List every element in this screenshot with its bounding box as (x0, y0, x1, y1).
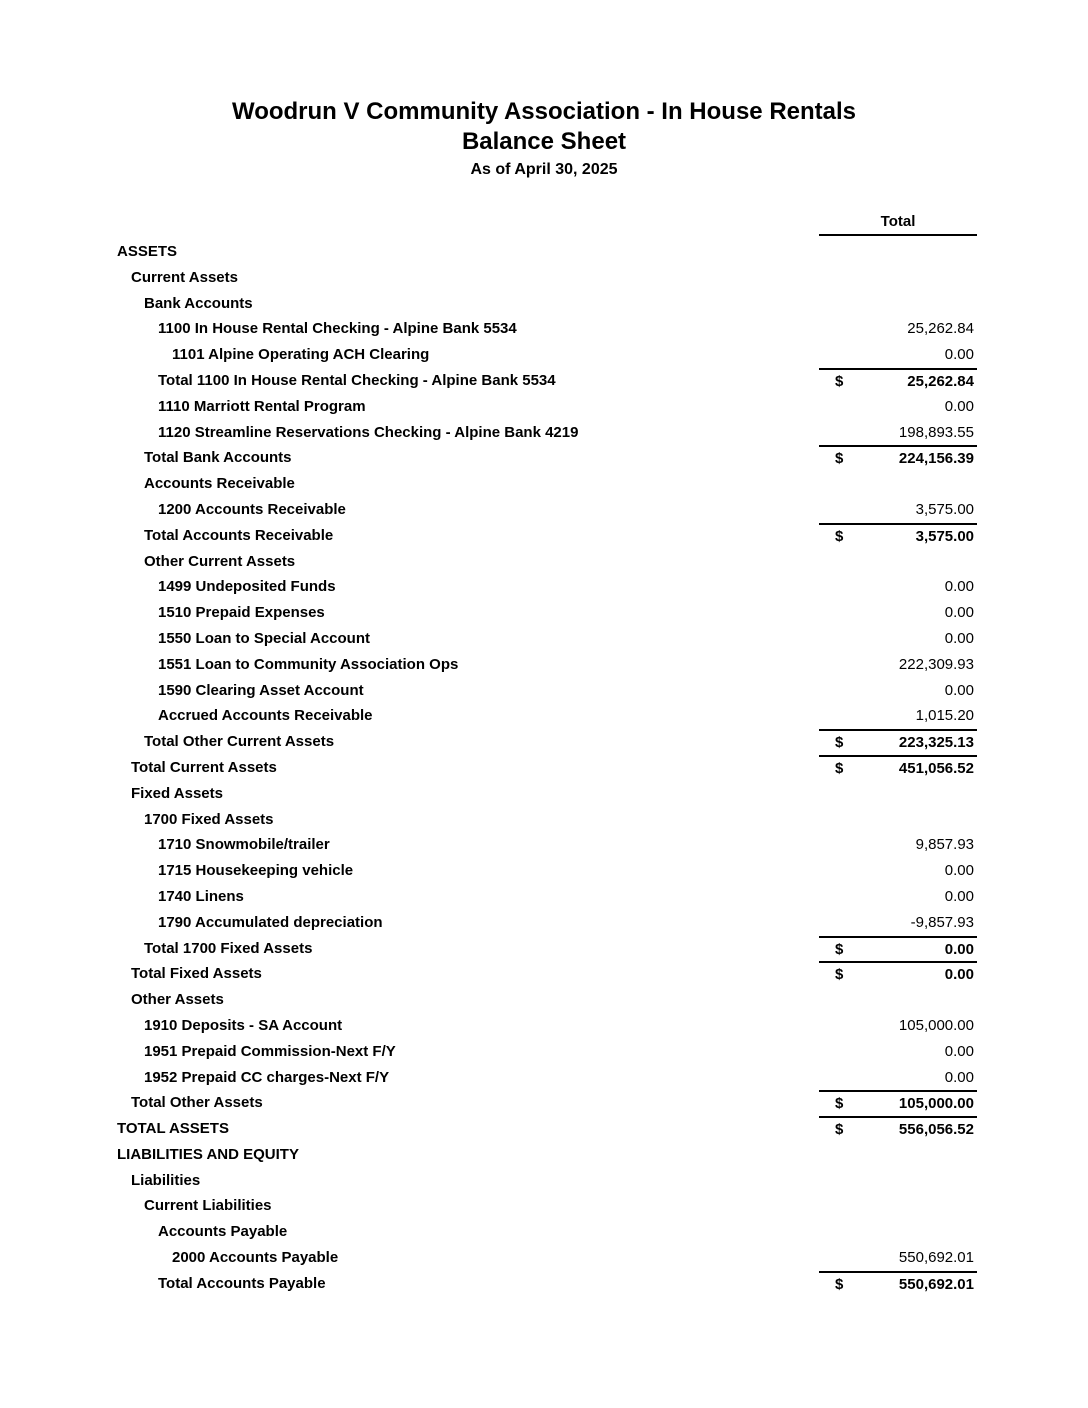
report-row (0, 626, 1088, 652)
row-label: 1200 Accounts Receivable (158, 500, 346, 518)
report-row (0, 987, 1088, 1013)
row-amount: 451,056.52 (898, 759, 974, 777)
row-label: 1499 Undeposited Funds (158, 578, 336, 596)
report-row (0, 1271, 1088, 1297)
row-value-cell (819, 316, 977, 342)
row-value-cell (819, 729, 977, 755)
row-amount: 9,857.93 (915, 836, 974, 854)
report-row (0, 936, 1088, 962)
report-row (0, 239, 1088, 265)
row-value-cell (819, 368, 977, 394)
currency-symbol: $ (835, 759, 844, 777)
report-row (0, 652, 1088, 678)
row-value-cell (819, 1039, 977, 1065)
row-label: 1710 Snowmobile/trailer (158, 836, 330, 854)
row-label: 1110 Marriott Rental Program (158, 397, 366, 415)
row-value-cell (819, 342, 977, 368)
row-amount: 0.00 (944, 966, 974, 984)
row-value-cell (819, 1090, 977, 1116)
report-row (0, 291, 1088, 317)
row-amount: 1,015.20 (915, 707, 974, 725)
report-row (0, 574, 1088, 600)
report-row (0, 1142, 1088, 1168)
row-value-cell (819, 703, 977, 729)
row-label: 2000 Accounts Payable (172, 1249, 339, 1267)
row-amount: 0.00 (944, 887, 974, 905)
row-label: 1120 Streamline Reservations Checking - Alpine Bank 4219 (158, 423, 579, 441)
row-amount: 0.00 (944, 397, 974, 415)
report-row (0, 832, 1088, 858)
row-value-cell (819, 1116, 977, 1142)
row-label: 1700 Fixed Assets (144, 810, 274, 828)
row-amount: 550,692.01 (898, 1249, 974, 1267)
report-row (0, 1065, 1088, 1091)
row-value-cell (819, 910, 977, 936)
currency-symbol: $ (835, 372, 844, 390)
currency-symbol: $ (835, 734, 844, 752)
row-label: 1715 Housekeeping vehicle (158, 862, 354, 880)
report-row (0, 265, 1088, 291)
row-label: TOTAL ASSETS (117, 1120, 229, 1138)
row-value-cell (819, 600, 977, 626)
row-value-cell (819, 832, 977, 858)
row-amount: 0.00 (944, 346, 974, 364)
row-label: Other Current Assets (144, 552, 296, 570)
total-column-header: Total (819, 210, 977, 236)
row-label: 1100 In House Rental Checking - Alpine Bank 5534 (158, 320, 517, 338)
row-label: 1951 Prepaid Commission-Next F/Y (144, 1042, 396, 1060)
report-title: Balance Sheet (461, 128, 627, 155)
row-amount: 550,692.01 (898, 1275, 974, 1293)
report-row (0, 368, 1088, 394)
row-amount: 25,262.84 (907, 320, 974, 338)
report-row (0, 471, 1088, 497)
report-row (0, 497, 1088, 523)
row-label: Fixed Assets (131, 784, 223, 802)
report-row (0, 703, 1088, 729)
row-amount: 0.00 (944, 629, 974, 647)
report-row (0, 807, 1088, 833)
row-value-cell (819, 1271, 977, 1297)
row-value-cell (819, 755, 977, 781)
report-rows (0, 239, 1088, 1297)
row-label: Other Assets (131, 991, 224, 1009)
row-label: Total Bank Accounts (144, 449, 292, 467)
currency-symbol: $ (835, 940, 844, 958)
row-label: 1510 Prepaid Expenses (158, 604, 325, 622)
row-value-cell (819, 394, 977, 420)
report-row (0, 394, 1088, 420)
row-label: Liabilities (131, 1171, 201, 1189)
row-label: Accrued Accounts Receivable (158, 707, 373, 725)
report-row (0, 316, 1088, 342)
row-value-cell (819, 678, 977, 704)
row-amount: 0.00 (944, 1042, 974, 1060)
row-value-cell (819, 574, 977, 600)
row-amount: 222,309.93 (898, 655, 974, 673)
row-value-cell (819, 523, 977, 549)
row-value-cell (819, 652, 977, 678)
row-amount: 3,575.00 (915, 527, 974, 545)
row-amount: 0.00 (944, 578, 974, 596)
row-amount: 3,575.00 (915, 500, 974, 518)
currency-symbol: $ (835, 966, 844, 984)
report-row (0, 1193, 1088, 1219)
row-label: Accounts Receivable (144, 475, 295, 493)
row-label: Total Accounts Payable (158, 1274, 326, 1292)
report-row (0, 729, 1088, 755)
row-label: Current Assets (131, 268, 238, 286)
currency-symbol: $ (835, 450, 844, 468)
row-value-cell (819, 1245, 977, 1271)
row-amount: 25,262.84 (907, 372, 974, 390)
row-value-cell (819, 626, 977, 652)
row-value-cell (819, 1065, 977, 1091)
row-amount: -9,857.93 (910, 913, 974, 931)
row-label: Current Liabilities (144, 1197, 272, 1215)
row-value-cell (819, 858, 977, 884)
report-row (0, 342, 1088, 368)
row-amount: 105,000.00 (898, 1095, 974, 1113)
row-amount: 556,056.52 (898, 1121, 974, 1139)
report-row (0, 1013, 1088, 1039)
row-value-cell (819, 420, 977, 446)
row-label: 1550 Loan to Special Account (158, 629, 370, 647)
row-amount: 224,156.39 (898, 450, 974, 468)
row-amount: 0.00 (944, 1068, 974, 1086)
row-label: Total Other Current Assets (144, 733, 335, 751)
report-row (0, 445, 1088, 471)
report-row (0, 1090, 1088, 1116)
report-row (0, 600, 1088, 626)
row-value-cell (819, 961, 977, 987)
currency-symbol: $ (835, 1121, 844, 1139)
row-amount: 0.00 (944, 604, 974, 622)
row-label: 1740 Linens (158, 887, 244, 905)
report-row (0, 1168, 1088, 1194)
row-amount: 0.00 (944, 862, 974, 880)
column-header-row (0, 210, 1088, 237)
row-label: 1910 Deposits - SA Account (144, 1016, 343, 1034)
report-row (0, 884, 1088, 910)
report-row (0, 549, 1088, 575)
row-label: 1590 Clearing Asset Account (158, 681, 364, 699)
row-value-cell (819, 445, 977, 471)
row-label: ASSETS (117, 243, 178, 260)
report-row (0, 1245, 1088, 1271)
row-amount: 105,000.00 (898, 1016, 974, 1034)
report-row (0, 420, 1088, 446)
row-label: Total Accounts Receivable (144, 526, 334, 544)
row-label: 1952 Prepaid CC charges-Next F/Y (144, 1068, 390, 1086)
company-title: Woodrun V Community Association - In House Rentals (231, 98, 857, 125)
report-row (0, 1219, 1088, 1245)
row-amount: 0.00 (944, 940, 974, 958)
row-value-cell (819, 497, 977, 523)
report-row (0, 678, 1088, 704)
row-label: Total 1700 Fixed Assets (144, 939, 313, 957)
row-label: Total 1100 In House Rental Checking - Alpine Bank 5534 (158, 371, 556, 389)
report-row (0, 858, 1088, 884)
row-label: Accounts Payable (158, 1223, 288, 1241)
row-amount: 0.00 (944, 681, 974, 699)
row-amount: 198,893.55 (898, 423, 974, 441)
row-label: 1101 Alpine Operating ACH Clearing (172, 346, 430, 364)
row-label: 1790 Accumulated depreciation (158, 913, 383, 931)
row-label: Bank Accounts (144, 294, 253, 312)
row-amount: 223,325.13 (898, 734, 974, 752)
row-label: Total Fixed Assets (131, 965, 262, 983)
report-row (0, 961, 1088, 987)
currency-symbol: $ (835, 1095, 844, 1113)
report-row (0, 910, 1088, 936)
row-value-cell (819, 1013, 977, 1039)
report-row (0, 523, 1088, 549)
currency-symbol: $ (835, 527, 844, 545)
currency-symbol: $ (835, 1275, 844, 1293)
row-value-cell (819, 884, 977, 910)
report-row (0, 1116, 1088, 1142)
report-row (0, 1039, 1088, 1065)
row-label: Total Current Assets (131, 758, 277, 776)
row-label: Total Other Assets (131, 1094, 263, 1112)
row-label: 1551 Loan to Community Association Ops (158, 655, 459, 673)
row-label: LIABILITIES AND EQUITY (117, 1145, 299, 1163)
report-row (0, 781, 1088, 807)
report-date: As of April 30, 2025 (470, 161, 618, 178)
row-value-cell (819, 936, 977, 962)
report-row (0, 755, 1088, 781)
